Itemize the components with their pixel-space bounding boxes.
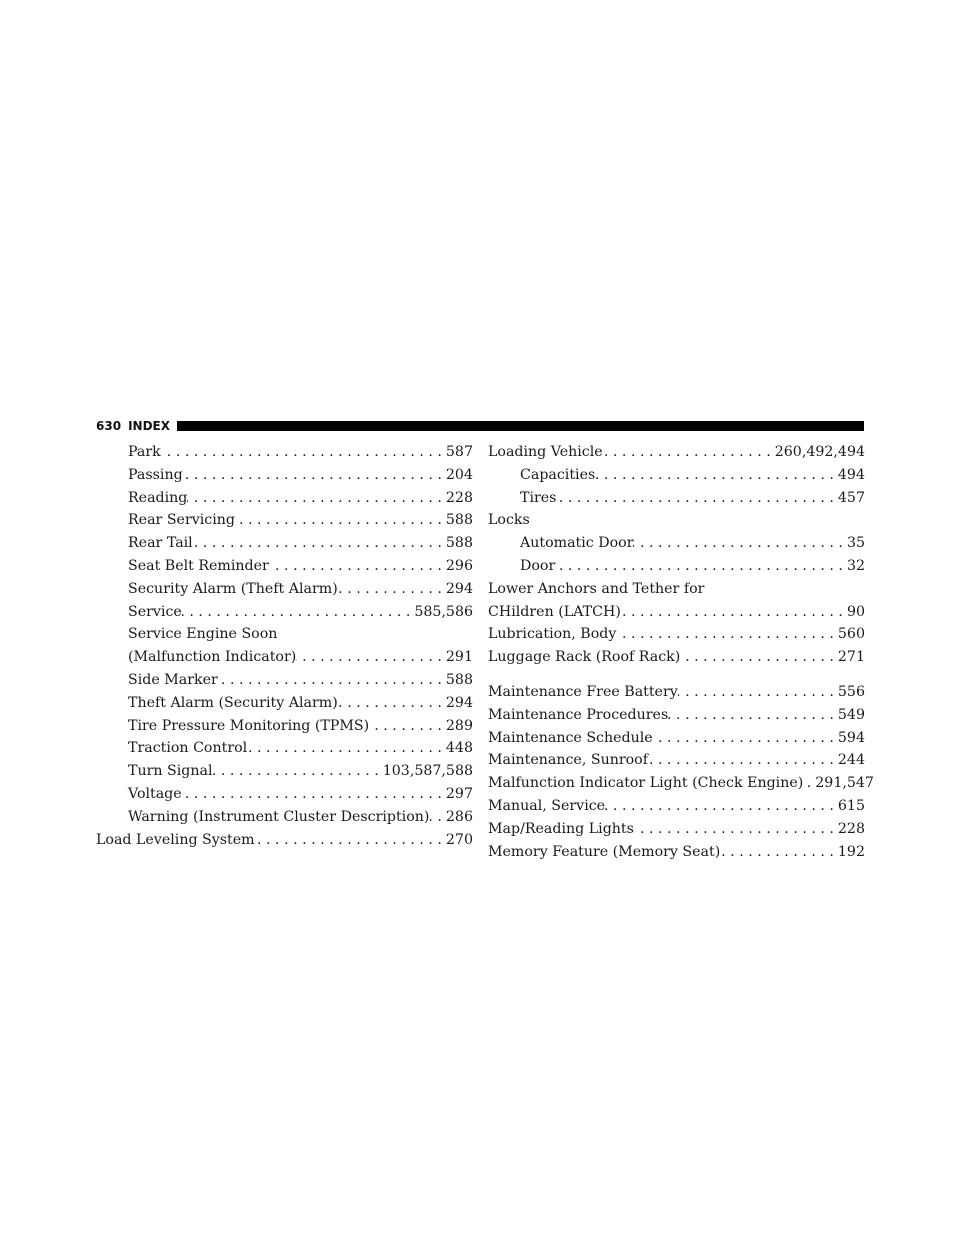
index-entry: [488, 795, 865, 818]
entry-label: CHildren (LATCH): [488, 603, 621, 620]
dot-leader: [182, 601, 411, 624]
index-entry: [96, 829, 473, 852]
entry-page-ref: 286: [445, 808, 473, 825]
index-column-right: [488, 441, 874, 863]
index-subentry: [96, 737, 473, 760]
dot-leader: [648, 749, 834, 772]
dot-leader: [555, 555, 843, 578]
index-entry: [488, 646, 865, 669]
index-entry: [488, 749, 865, 772]
index-subentry: [96, 441, 473, 464]
page-number: 630: [96, 419, 122, 433]
entry-label: Warning (Instrument Cluster Description): [128, 808, 430, 825]
entry-label: Locks: [488, 512, 530, 529]
entry-page-ref: 457: [837, 489, 865, 506]
entry-label: Malfunction Indicator Light (Check Engine): [488, 775, 804, 792]
entry-page-ref: 192: [837, 843, 865, 860]
index-subentry: [96, 806, 473, 829]
entry-page-ref: 556: [837, 683, 865, 700]
entry-label: Tire Pressure Monitoring (TPMS): [128, 717, 370, 734]
entry-label: Luggage Rack (Roof Rack): [488, 649, 681, 666]
dot-leader: [603, 441, 771, 464]
entry-label: Seat Belt Reminder: [128, 557, 269, 574]
dot-leader: [183, 464, 442, 487]
index-subentry: [488, 464, 865, 487]
dot-leader: [678, 681, 834, 704]
index-subentry: [96, 715, 473, 738]
entry-label: Rear Servicing: [128, 512, 235, 529]
entry-page-ref: 448: [445, 740, 473, 757]
entry-page-ref: 585,586: [414, 603, 473, 620]
index-subentry: [96, 760, 473, 783]
index-subentry: [96, 487, 473, 510]
index-subentry: [96, 783, 473, 806]
entry-page-ref: 271: [837, 649, 865, 666]
entry-page-ref: 228: [445, 489, 473, 506]
entry-page-ref: 594: [837, 729, 865, 746]
index-entry: [488, 509, 865, 532]
entry-label: Passing: [128, 466, 183, 483]
header-rule: [177, 421, 864, 431]
dot-leader: [668, 704, 834, 727]
entry-label: Lower Anchors and Tether for: [488, 580, 705, 597]
entry-label: Loading Vehicle: [488, 444, 603, 460]
dot-leader: [803, 772, 811, 795]
index-subentry: [96, 623, 473, 646]
entry-page-ref: 32: [846, 557, 865, 574]
entry-label: Service: [128, 603, 182, 620]
dot-leader: [369, 715, 442, 738]
entry-page-ref: 587: [445, 444, 473, 460]
entry-page-ref: 549: [837, 706, 865, 723]
entry-label: Manual, Service: [488, 797, 606, 814]
dot-leader: [255, 829, 442, 852]
entry-page-ref: 103,587,588: [382, 763, 473, 780]
entry-label: Lubrication, Body: [488, 626, 617, 643]
dot-leader: [556, 487, 833, 510]
dot-leader: [595, 464, 834, 487]
entry-page-ref: 588: [445, 671, 473, 688]
index-subentry: [96, 555, 473, 578]
index-subentry: [488, 532, 865, 555]
entry-page-ref: 494: [837, 466, 865, 483]
index-entry: [488, 681, 865, 704]
entry-page-ref: 588: [445, 535, 473, 552]
dot-leader: [161, 441, 442, 464]
index-entry: [488, 578, 865, 601]
index-subentry: [96, 509, 473, 532]
dot-leader: [634, 818, 834, 841]
entry-label: Turn Signal: [128, 763, 213, 780]
entry-label: Maintenance Schedule: [488, 729, 653, 746]
entry-label: Load Leveling System: [96, 831, 255, 848]
entry-page-ref: 615: [837, 797, 865, 814]
index-entry: [488, 818, 865, 841]
dot-leader: [338, 692, 442, 715]
index-entry: [488, 704, 865, 727]
entry-page-ref: 228: [837, 820, 865, 837]
entry-page-ref: 297: [445, 785, 473, 802]
entry-label: Side Marker: [128, 671, 218, 688]
dot-leader: [218, 669, 442, 692]
entry-label: Maintenance Procedures: [488, 706, 669, 723]
page-header: [96, 417, 864, 435]
dot-leader: [338, 578, 442, 601]
entry-page-ref: 270: [445, 831, 473, 848]
entry-label: Park: [128, 444, 161, 460]
index-subentry: [96, 464, 473, 487]
entry-label: Theft Alarm (Security Alarm): [128, 694, 338, 711]
index-subentry: [488, 555, 865, 578]
entry-page-ref: 560: [837, 626, 865, 643]
entry-page-ref: 294: [445, 580, 473, 597]
entry-label: Automatic Door: [520, 535, 634, 552]
index-subentry: [96, 692, 473, 715]
index-subentry: [96, 578, 473, 601]
entry-label: Tires: [520, 489, 557, 506]
entry-label: Rear Tail: [128, 535, 193, 552]
entry-page-ref: 35: [846, 535, 865, 552]
entry-page-ref: 204: [445, 466, 473, 483]
entry-page-ref: 260,492,494: [774, 444, 865, 460]
dot-leader: [429, 806, 441, 829]
entry-label: Door: [520, 557, 556, 574]
index-subentry: [96, 601, 473, 624]
dot-leader: [680, 646, 834, 669]
index-entry: [488, 441, 865, 464]
dot-leader: [182, 783, 442, 806]
entry-label: Voltage: [128, 785, 182, 802]
entry-page-ref: 294: [445, 694, 473, 711]
index-subentry: [96, 669, 473, 692]
entry-page-ref: 296: [445, 557, 473, 574]
entry-label: (Malfunction Indicator): [128, 649, 297, 666]
entry-page-ref: 291,547: [815, 775, 874, 792]
entry-label: Maintenance, Sunroof: [488, 752, 648, 769]
entry-page-ref: 244: [837, 752, 865, 769]
entry-label: Security Alarm (Theft Alarm): [128, 580, 338, 597]
index-entry: [488, 841, 865, 864]
index-subentry: [488, 487, 865, 510]
dot-leader: [247, 737, 442, 760]
dot-leader: [633, 532, 842, 555]
entry-label: Capacities: [520, 466, 596, 483]
index-column-left: [96, 441, 473, 851]
dot-leader: [616, 623, 834, 646]
entry-page-ref: 291: [445, 649, 473, 666]
index-entry: [488, 623, 865, 646]
dot-leader: [269, 555, 442, 578]
dot-leader: [193, 532, 442, 555]
entry-page-ref: 588: [445, 512, 473, 529]
entry-page-ref: 90: [846, 603, 865, 620]
dot-leader: [653, 727, 834, 750]
index-entry: [488, 772, 874, 795]
index-entry: [488, 601, 865, 624]
dot-leader: [235, 509, 442, 532]
index-subentry: [96, 532, 473, 555]
entry-label: Memory Feature (Memory Seat): [488, 843, 721, 860]
dot-leader: [187, 487, 442, 510]
dot-leader: [213, 760, 379, 783]
index-gap: [488, 669, 865, 681]
dot-leader: [720, 841, 834, 864]
index-subentry: [96, 646, 473, 669]
entry-label: Maintenance Free Battery: [488, 683, 678, 700]
entry-label: Reading: [128, 489, 188, 506]
dot-leader: [621, 601, 843, 624]
dot-leader: [605, 795, 834, 818]
entry-label: Traction Control: [128, 740, 248, 757]
index-entry: [488, 727, 865, 750]
entry-page-ref: 289: [445, 717, 473, 734]
dot-leader: [296, 646, 442, 669]
entry-label: Service Engine Soon: [128, 626, 278, 643]
entry-label: Map/Reading Lights: [488, 820, 634, 837]
section-title: INDEX: [128, 419, 170, 433]
